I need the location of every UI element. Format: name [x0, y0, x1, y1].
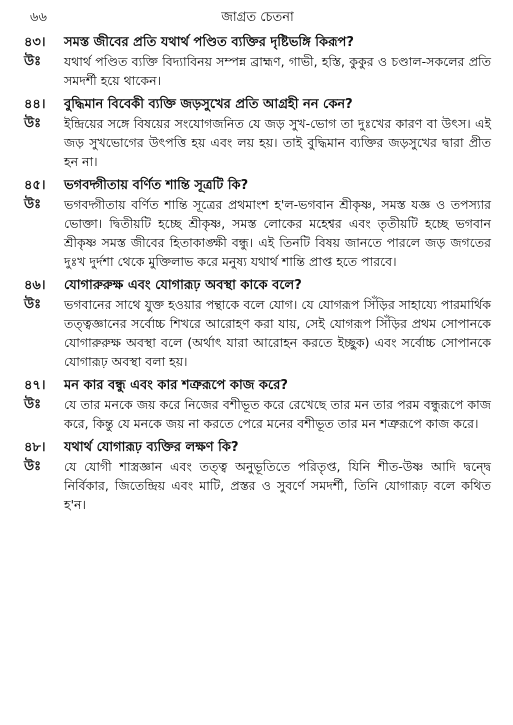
- question-number: ৪৮।: [24, 440, 46, 455]
- question-row: [24, 276, 491, 295]
- answer-row: [24, 295, 491, 371]
- answer-row: [24, 114, 491, 171]
- answer-label: উঃ: [24, 116, 42, 131]
- question-number: ৪৭।: [24, 378, 46, 393]
- answer-label: উঃ: [24, 397, 42, 412]
- answer-text: যথার্থ পণ্ডিত ব্যক্তি বিদ্যাবিনয় সম্পন্ন ব্রাহ্মণ, গাভী, হস্তি, কুকুর ও চণ্ডাল-সকলের প্রতি সমদর্শী হয়ে থাকেন।: [64, 54, 491, 88]
- qa-item-47: [24, 376, 491, 433]
- question-number: ৪৪।: [24, 97, 46, 112]
- question-text: যোগারুরুক্ষ এবং যোগারূঢ় অবস্থা কাকে বলে?: [64, 278, 302, 293]
- question-row: [24, 376, 491, 395]
- question-text: মন কার বন্ধু এবং কার শত্রুরূপে কাজ করে?: [64, 378, 288, 393]
- qa-item-48: [24, 438, 491, 514]
- page-header: [24, 6, 491, 28]
- question-text: বুদ্ধিমান বিবেকী ব্যক্তি জড়সুখের প্রতি আগ্রহী নন কেন?: [64, 97, 353, 112]
- qa-item-46: [24, 276, 491, 371]
- answer-row: [24, 395, 491, 433]
- qa-item-43: [24, 33, 491, 90]
- answer-label: উঃ: [24, 297, 42, 312]
- answer-text: যে তার মনকে জয় করে নিজের বশীভূত করে রেখেছে তার মন তার পরম বন্ধুরূপে কাজ করে, কিন্তু যে মনকে জয় না করতে পেরে মনের বশীভূত তার মন শত্রুরূপে কাজ করে।: [64, 397, 491, 431]
- question-number: ৪৬।: [24, 278, 46, 293]
- question-text: যথার্থ যোগারূঢ় ব্যক্তির লক্ষণ কি?: [64, 440, 239, 455]
- question-row: [24, 33, 491, 52]
- answer-text: ভগবানের সাথে যুক্ত হওয়ার পন্থাকে বলে যোগ। যে যোগরূপ সিঁড়ির সাহায্যে পারমার্থিক তত্ত্বজ্ঞানের সর্বোচ্চ শিখরে আরোহণ করা যায়, সেই যোগরূপ সিঁড়ির প্রথম সোপানকে যোগারুরুক্ষ অবস্থা বলে (অর্থাৎ যারা আরোহন করতে ইচ্ছুক) এবং সর্বোচ্চ সোপানকে যোগারূঢ় অবস্থা বলা হয়।: [64, 297, 491, 369]
- answer-row: [24, 52, 491, 90]
- question-number: ৪৫।: [24, 178, 46, 193]
- question-number: ৪৩।: [24, 35, 46, 50]
- question-row: [24, 95, 491, 114]
- answer-label: উঃ: [24, 54, 42, 69]
- answer-label: উঃ: [24, 459, 42, 474]
- running-title: জাগ্রত চেতনা: [221, 10, 294, 25]
- qa-item-45: [24, 176, 491, 271]
- answer-row: [24, 457, 491, 514]
- answer-text: ইন্দ্রিয়ের সঙ্গে বিষয়ের সংযোগজনিত যে জড় সুখ-ভোগ তা দুঃখের কারণ বা উৎস। এই জড় সুখভোগের উৎপত্তি হয় এবং লয় হয়। তাই বুদ্ধিমান ব্যক্তির জড়সুখের দ্বারা প্রীত হন না।: [64, 116, 491, 169]
- question-text: ভগবদ্গীতায় বর্ণিত শান্তি সূত্রটি কি?: [64, 178, 249, 193]
- page-number: ৬৬: [30, 10, 47, 25]
- answer-text: যে যোগী শাস্ত্রজ্ঞান এবং তত্ত্ব অনুভূতিতে পরিতৃপ্ত, যিনি শীত-উষ্ণ আদি দ্বন্দ্বে নির্বিকার, জিতেন্দ্রিয় এবং মাটি, প্রস্তর ও সুবর্ণে সমদর্শী, তিনি যোগারূঢ় বলে কথিত হ'ন।: [64, 459, 491, 512]
- question-row: [24, 438, 491, 457]
- answer-row: [24, 195, 491, 271]
- question-row: [24, 176, 491, 195]
- answer-label: উঃ: [24, 197, 42, 212]
- answer-text: ভগবদ্গীতায় বর্ণিত শান্তি সূত্রের প্রথমাংশ হ'ল-ভগবান শ্রীকৃষ্ণ, সমস্ত যজ্ঞ ও তপস্যার ভোক্তা। দ্বিতীয়টি হচ্ছে শ্রীকৃষ্ণ, সমস্ত লোকের মহেশ্বর এবং তৃতীয়টি হচ্ছে ভগবান শ্রীকৃষ্ণ সমস্ত জীবের হিতাকাঙ্ক্ষী বন্ধু। এই তিনটি বিষয় জানতে পারলে জড় জগতের দুঃখ দুর্দশা থেকে মুক্তিলাভ করে মনুষ্য যথার্থ শান্তি প্রাপ্ত হতে পারবে।: [64, 197, 491, 269]
- question-text: সমস্ত জীবের প্রতি যথার্থ পণ্ডিত ব্যক্তির দৃষ্টিভঙ্গি কিরূপ?: [64, 35, 354, 50]
- qa-item-44: [24, 95, 491, 171]
